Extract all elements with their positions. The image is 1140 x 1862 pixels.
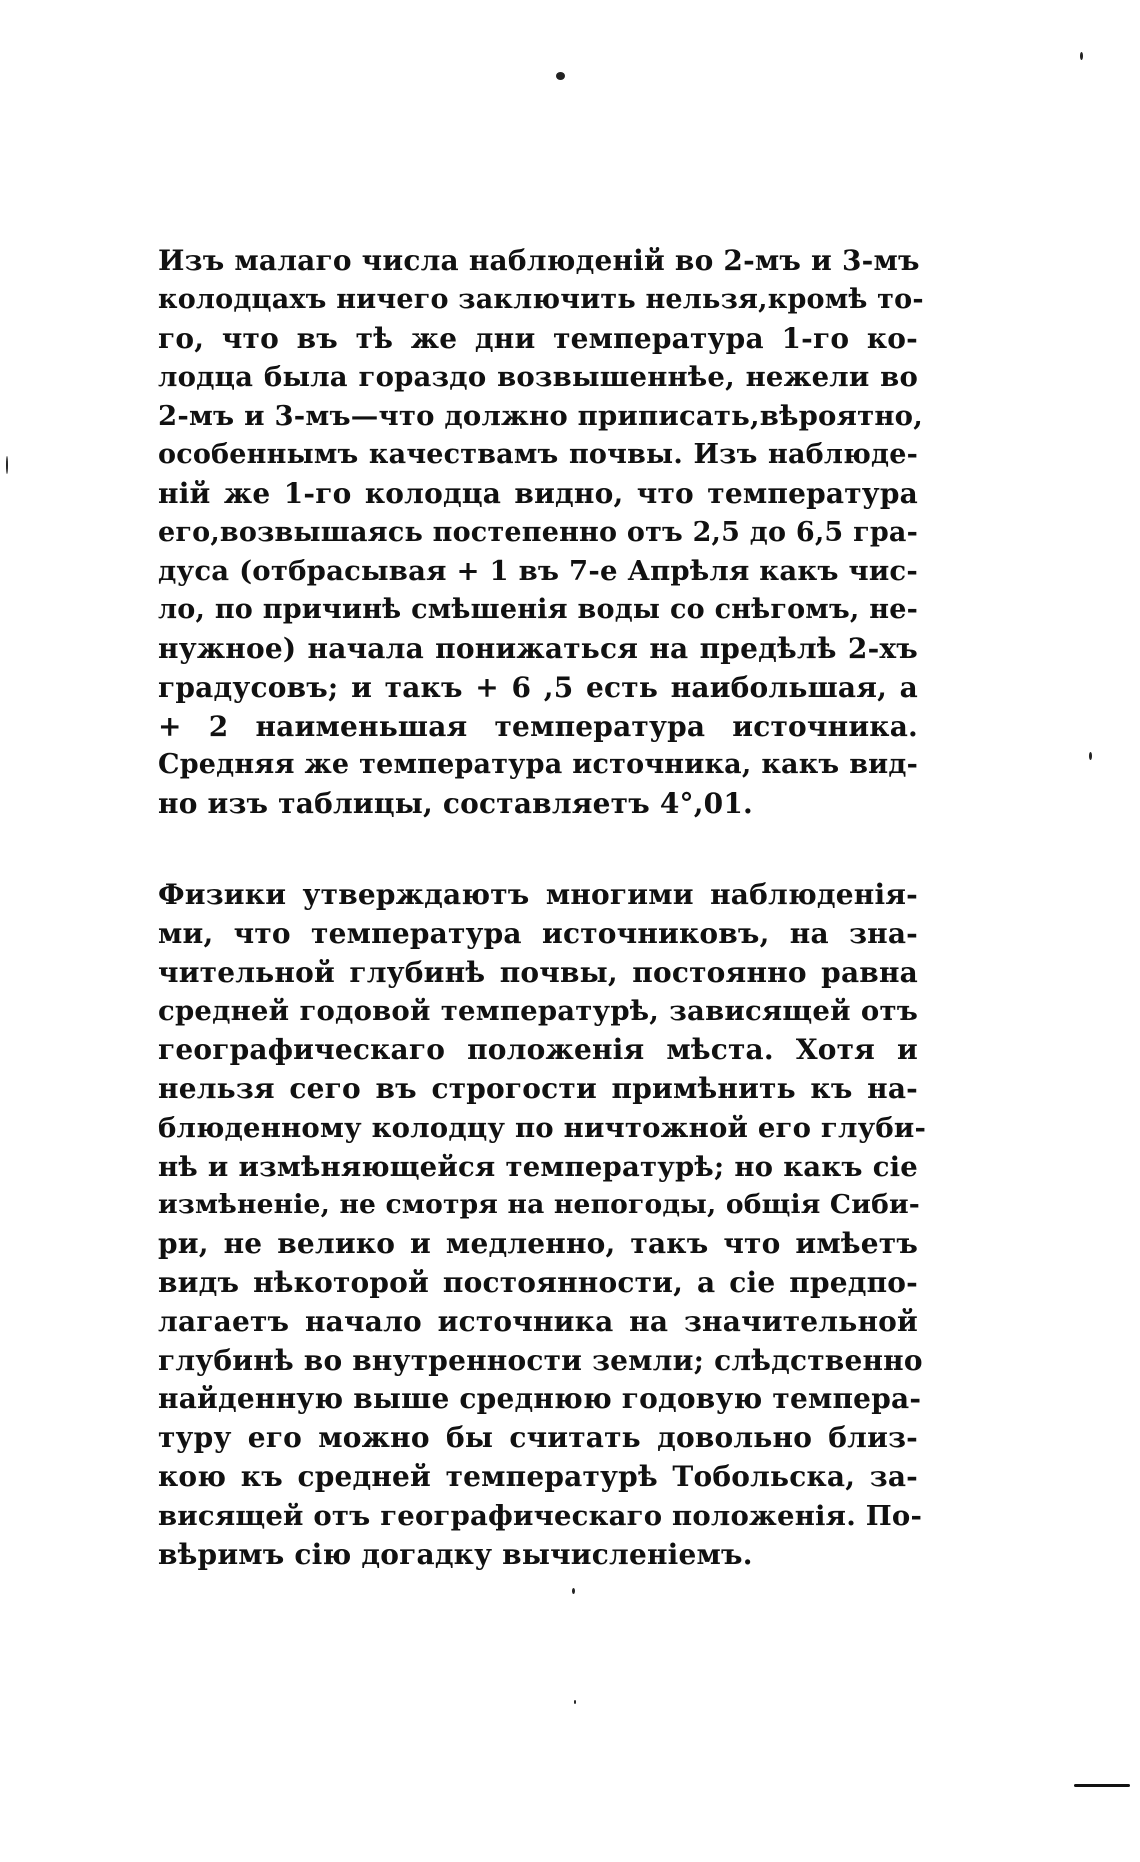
text-line: вѣримъ сiю догадку вычисленiемъ. <box>158 1537 753 1571</box>
paragraph-1 <box>158 242 924 824</box>
scan-speck <box>572 1588 575 1594</box>
text-line: + 2 наименьшая температура источника. <box>158 709 918 743</box>
text-line: ло, по причинѣ смѣшенiя воды со снѣгомъ, не- <box>158 594 918 626</box>
text-line: кою къ средней температурѣ Тобольска, за- <box>158 1459 918 1493</box>
scan-speck <box>556 72 565 80</box>
scan-edge-mark <box>1074 1784 1130 1787</box>
text-line: его,возвышаясь постепенно отъ 2,5 до 6,5 гра- <box>158 516 918 548</box>
scan-speck <box>1089 752 1092 760</box>
text-line: нужное) начала понижаться на предѣлѣ 2-хъ <box>158 631 918 665</box>
text-line: 2-мъ и 3-мъ—что должно приписать,вѣроятно, <box>158 400 923 433</box>
text-line: лодца была гораздо возвышеннѣе, нежели во <box>158 361 918 394</box>
text-line: го, что въ тѣ же дни температура 1-го ко- <box>158 321 918 355</box>
text-line: но изъ таблицы, составляетъ 4°,01. <box>158 787 753 821</box>
text-line: нельзя сего въ строгости примѣнить къ на- <box>158 1071 918 1105</box>
scan-speck <box>574 1700 576 1704</box>
text-line: найденную выше среднюю годовую темпера- <box>158 1382 922 1416</box>
text-line: ми, что температура источниковъ, на зна- <box>158 916 918 950</box>
text-line: туру его можно бы считать довольно близ- <box>158 1421 918 1455</box>
text-line: колодцахъ ничего заключить нельзя,кромѣ то- <box>158 283 924 315</box>
text-line: глубинѣ во внутренности земли; слѣдственно <box>158 1343 923 1377</box>
text-line: Изъ малаго числа наблюденiй во 2-мъ и 3-мъ <box>158 244 920 277</box>
text-line: дуса (отбрасывая + 1 въ 7-е Апрѣля какъ чис- <box>158 555 918 588</box>
text-line: градусовъ; и такъ + 6 ,5 есть наибольшая, а <box>158 670 918 704</box>
scan-speck <box>6 456 8 474</box>
paragraph-2 <box>158 876 927 1574</box>
text-line: средней годовой температурѣ, зависящей отъ <box>158 995 918 1028</box>
text-line: видъ нѣкоторой постоянности, а сiе предпо- <box>158 1265 918 1299</box>
text-line: чительной глубинѣ почвы, постоянно равна <box>158 955 918 989</box>
text-line: лагаетъ начало источника на значительной <box>158 1304 918 1338</box>
scan-speck <box>1080 52 1083 60</box>
text-line: висящей отъ географическаго положенiя. По- <box>158 1499 923 1532</box>
text-line: измѣненiе, не смотря на непогоды, общiя Сиби- <box>158 1189 920 1221</box>
text-line: нѣ и измѣняющейся температурѣ; но какъ сiе <box>158 1150 918 1183</box>
text-line: географическаго положенiя мѣста. Хотя и <box>158 1033 918 1067</box>
text-line: нiй же 1-го колодца видно, что температура <box>158 476 918 510</box>
text-line: Физики утверждаютъ многими наблюденiя- <box>158 878 918 911</box>
text-line: особеннымъ качествамъ почвы. Изъ наблюде- <box>158 438 918 470</box>
text-line: ри, не велико и медленно, такъ что имѣетъ <box>158 1227 918 1261</box>
text-line: Средняя же температура источника, какъ вид- <box>158 749 918 781</box>
text-line: блюденному колодцу по ничтожной его глуби- <box>158 1111 927 1144</box>
